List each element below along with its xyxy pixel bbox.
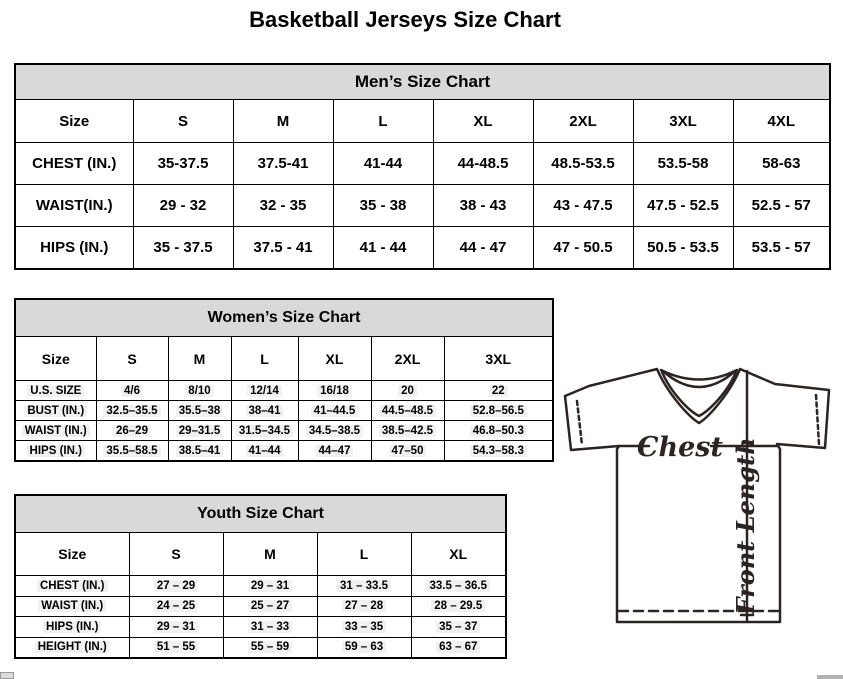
youth-value-cell: 31 – 33 <box>223 617 317 638</box>
womens-value-cell: 35.5–38 <box>168 401 231 421</box>
womens-value-cell: 41–44.5 <box>298 401 371 421</box>
mens-table-row <box>15 143 830 185</box>
womens-table-row <box>15 441 553 462</box>
front-length-label: Front Length <box>731 437 760 615</box>
mens-value-cell: 29 - 32 <box>133 185 233 227</box>
youth-value-cell: 29 – 31 <box>129 617 223 638</box>
mens-table-row <box>15 185 830 227</box>
jersey-outline <box>565 369 829 622</box>
mens-value-cell: 35 - 38 <box>333 185 433 227</box>
womens-value-cell: 46.8–50.3 <box>444 421 553 441</box>
mens-col-header: L <box>333 100 433 143</box>
youth-value-cell: 28 – 29.5 <box>411 596 506 617</box>
womens-value-cell: 8/10 <box>168 381 231 401</box>
mens-col-header: 2XL <box>533 100 633 143</box>
womens-value-cell: 31.5–34.5 <box>231 421 298 441</box>
youth-value-cell: 35 – 37 <box>411 617 506 638</box>
youth-row-label: WAIST (IN.) <box>15 596 129 617</box>
womens-value-cell: 4/6 <box>96 381 168 401</box>
womens-value-cell: 47–50 <box>371 441 444 462</box>
youth-chart-title: Youth Size Chart <box>15 495 506 533</box>
womens-value-cell: 22 <box>444 381 553 401</box>
womens-size-chart-table <box>14 298 554 462</box>
womens-col-header: XL <box>298 337 371 381</box>
right-cuff-dashed-line <box>816 395 819 444</box>
womens-value-cell: 44–47 <box>298 441 371 462</box>
womens-table-row <box>15 381 553 401</box>
mens-col-header: 3XL <box>633 100 733 143</box>
mens-value-cell: 44 - 47 <box>433 227 533 270</box>
youth-table-row <box>15 576 506 597</box>
womens-value-cell: 38.5–42.5 <box>371 421 444 441</box>
womens-value-cell: 32.5–35.5 <box>96 401 168 421</box>
youth-size-header: Size <box>15 533 129 576</box>
youth-col-header: S <box>129 533 223 576</box>
mens-value-cell: 41-44 <box>333 143 433 185</box>
womens-value-cell: 38.5–41 <box>168 441 231 462</box>
womens-col-header: L <box>231 337 298 381</box>
youth-value-cell: 27 – 29 <box>129 576 223 597</box>
youth-row-label: CHEST (IN.) <box>15 576 129 597</box>
youth-value-cell: 33 – 35 <box>317 617 411 638</box>
womens-table-row <box>15 401 553 421</box>
mens-col-header: 4XL <box>733 100 830 143</box>
youth-value-cell: 51 – 55 <box>129 637 223 658</box>
scrollbar-corner-fragment-right <box>817 675 843 679</box>
page-title: Basketball Jerseys Size Chart <box>249 7 561 32</box>
mens-value-cell: 38 - 43 <box>433 185 533 227</box>
mens-value-cell: 52.5 - 57 <box>733 185 830 227</box>
mens-col-header: M <box>233 100 333 143</box>
mens-value-cell: 41 - 44 <box>333 227 433 270</box>
mens-value-cell: 32 - 35 <box>233 185 333 227</box>
mens-col-header: S <box>133 100 233 143</box>
mens-value-cell: 44-48.5 <box>433 143 533 185</box>
mens-row-label: HIPS (IN.) <box>15 227 133 270</box>
youth-value-cell: 25 – 27 <box>223 596 317 617</box>
womens-value-cell: 44.5–48.5 <box>371 401 444 421</box>
womens-col-header: 3XL <box>444 337 553 381</box>
chest-label: Chest <box>637 432 723 463</box>
mens-value-cell: 37.5-41 <box>233 143 333 185</box>
mens-row-label: CHEST (IN.) <box>15 143 133 185</box>
womens-value-cell: 26–29 <box>96 421 168 441</box>
womens-row-label: WAIST (IN.) <box>15 421 96 441</box>
womens-value-cell: 34.5–38.5 <box>298 421 371 441</box>
youth-table-row <box>15 596 506 617</box>
youth-value-cell: 24 – 25 <box>129 596 223 617</box>
womens-chart-title: Women’s Size Chart <box>15 299 553 337</box>
womens-value-cell: 41–44 <box>231 441 298 462</box>
youth-col-header: M <box>223 533 317 576</box>
jersey-measurement-diagram <box>557 356 841 642</box>
mens-col-header: XL <box>433 100 533 143</box>
mens-value-cell: 43 - 47.5 <box>533 185 633 227</box>
womens-row-label: U.S. SIZE <box>15 381 96 401</box>
mens-value-cell: 50.5 - 53.5 <box>633 227 733 270</box>
mens-value-cell: 53.5-58 <box>633 143 733 185</box>
womens-row-label: BUST (IN.) <box>15 401 96 421</box>
mens-value-cell: 37.5 - 41 <box>233 227 333 270</box>
womens-col-header: M <box>168 337 231 381</box>
mens-value-cell: 58-63 <box>733 143 830 185</box>
womens-value-cell: 12/14 <box>231 381 298 401</box>
youth-value-cell: 27 – 28 <box>317 596 411 617</box>
womens-value-cell: 35.5–58.5 <box>96 441 168 462</box>
mens-value-cell: 48.5-53.5 <box>533 143 633 185</box>
womens-col-header: S <box>96 337 168 381</box>
womens-value-cell: 54.3–58.3 <box>444 441 553 462</box>
mens-value-cell: 35 - 37.5 <box>133 227 233 270</box>
youth-value-cell: 63 – 67 <box>411 637 506 658</box>
mens-row-label: WAIST(IN.) <box>15 185 133 227</box>
womens-col-header: 2XL <box>371 337 444 381</box>
youth-value-cell: 55 – 59 <box>223 637 317 658</box>
mens-table-row <box>15 227 830 270</box>
womens-value-cell: 52.8–56.5 <box>444 401 553 421</box>
mens-value-cell: 53.5 - 57 <box>733 227 830 270</box>
youth-table-row <box>15 637 506 658</box>
womens-value-cell: 38–41 <box>231 401 298 421</box>
youth-value-cell: 31 – 33.5 <box>317 576 411 597</box>
youth-value-cell: 33.5 – 36.5 <box>411 576 506 597</box>
youth-col-header: L <box>317 533 411 576</box>
womens-value-cell: 16/18 <box>298 381 371 401</box>
youth-value-cell: 59 – 63 <box>317 637 411 658</box>
mens-size-header: Size <box>15 100 133 143</box>
mens-value-cell: 47.5 - 52.5 <box>633 185 733 227</box>
youth-value-cell: 29 – 31 <box>223 576 317 597</box>
mens-size-chart-table <box>14 63 831 270</box>
mens-value-cell: 35-37.5 <box>133 143 233 185</box>
mens-value-cell: 47 - 50.5 <box>533 227 633 270</box>
youth-size-chart-table <box>14 494 507 659</box>
mens-chart-title: Men’s Size Chart <box>15 64 830 100</box>
youth-table-row <box>15 617 506 638</box>
womens-size-header: Size <box>15 337 96 381</box>
scrollbar-corner-fragment-left <box>0 672 14 679</box>
womens-table-row <box>15 421 553 441</box>
left-cuff-dashed-line <box>577 401 582 445</box>
youth-col-header: XL <box>411 533 506 576</box>
womens-row-label: HIPS (IN.) <box>15 441 96 462</box>
womens-value-cell: 20 <box>371 381 444 401</box>
youth-row-label: HIPS (IN.) <box>15 617 129 638</box>
womens-value-cell: 29–31.5 <box>168 421 231 441</box>
youth-row-label: HEIGHT (IN.) <box>15 637 129 658</box>
